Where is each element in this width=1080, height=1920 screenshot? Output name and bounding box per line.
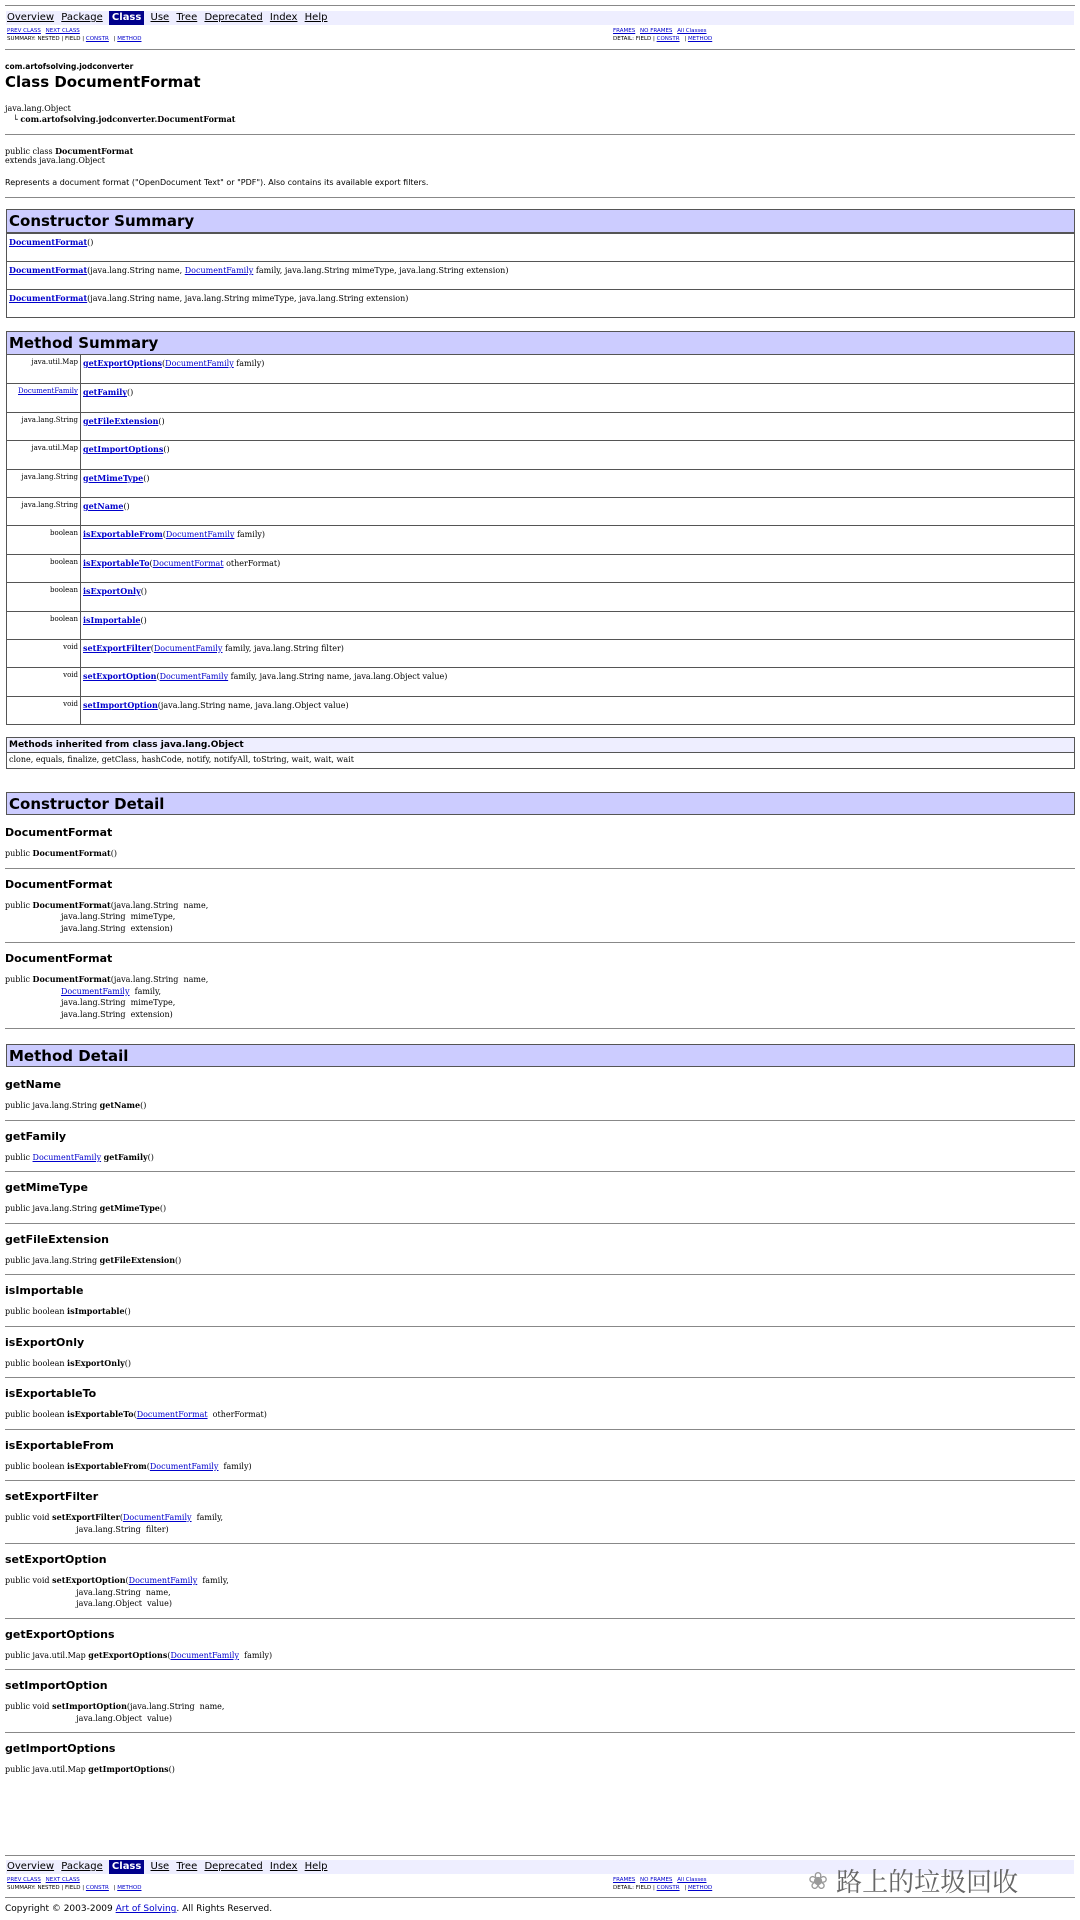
bottom-frames: [613, 1877, 709, 1884]
prev-class-link[interactable]: PREV CLASS: [7, 28, 41, 34]
detail-signature: public void setExportFilter(DocumentFamily family, java.lang.String filter): [5, 1512, 224, 1534]
return-type: boolean: [7, 555, 81, 582]
type-link[interactable]: DocumentFormat: [136, 1410, 208, 1419]
signature-name: DocumentFormat: [32, 899, 111, 910]
return-type: java.lang.String: [7, 498, 81, 525]
signature-name: isExportableFrom: [67, 1460, 147, 1471]
method-signature: isExportableTo(DocumentFormat otherFormat): [83, 557, 281, 568]
constructor-detail-title: Constructor Detail: [6, 792, 1075, 815]
method-summary-table: [6, 331, 1075, 725]
detail-heading: getMimeType: [5, 1181, 88, 1194]
detail-constr-link[interactable]: CONSTR: [656, 36, 680, 42]
method-link[interactable]: getName: [83, 500, 124, 511]
table-row: DocumentFormat(): [7, 233, 1074, 261]
type-link[interactable]: DocumentFamily: [128, 1576, 198, 1585]
bottom-prev-next: [7, 1877, 83, 1884]
return-type: boolean: [7, 612, 81, 639]
method-link[interactable]: setImportOption: [83, 699, 158, 710]
detail-rule: [5, 1543, 1075, 1544]
class-declaration: public class DocumentFormat: [5, 146, 134, 156]
detail-heading: getFileExtension: [5, 1232, 109, 1246]
method-link[interactable]: getFileExtension: [83, 415, 159, 426]
inherited-method-list: clone, equals, finalize, getClass, hashCode, notify, notifyAll, toString, wait, wait, wait: [9, 755, 354, 764]
detail-heading: getFamily: [5, 1129, 67, 1143]
detail-signature: public java.lang.String getFileExtension(): [5, 1254, 182, 1265]
type-link[interactable]: DocumentFamily: [18, 387, 78, 396]
hierarchy-child: └ com.artofsolving.jodconverter.DocumentFormat: [13, 114, 236, 124]
detail-rule: [5, 868, 1075, 869]
detail-heading: getExportOptions: [5, 1627, 115, 1641]
nav-deprecated[interactable]: Deprecated: [204, 12, 263, 23]
nav-class: Class: [109, 11, 144, 25]
frames-link[interactable]: FRAMES: [613, 1877, 636, 1883]
signature-name: isImportable: [67, 1306, 125, 1316]
method-link[interactable]: getFamily: [83, 387, 127, 398]
detail-heading: DocumentFormat: [5, 952, 113, 965]
top-summary-links: SUMMARY: NESTED | FIELD | CONSTR | METHOD: [7, 36, 142, 42]
nav-help[interactable]: Help: [304, 1861, 328, 1872]
nav-deprecated[interactable]: Deprecated: [204, 1861, 263, 1872]
table-row: [7, 696, 1074, 724]
method-signature: setImportOption(java.lang.String name, java.lang.Object value): [83, 699, 349, 710]
method-link[interactable]: setExportOption: [83, 671, 157, 682]
method-signature: getExportOptions(DocumentFamily family): [83, 358, 265, 368]
method-signature: setExportOption(DocumentFamily family, java.lang.String name, java.lang.Object value): [83, 671, 448, 682]
type-link[interactable]: DocumentFamily: [170, 1650, 240, 1660]
detail-signature: public DocumentFormat(): [5, 848, 117, 858]
detail-heading: isImportable: [5, 1284, 84, 1297]
top-rule: [5, 5, 1075, 6]
inherited-title: Methods inherited from class java.lang.Object: [7, 738, 1074, 753]
bottom-top-rule: [5, 1855, 1075, 1856]
signature-name: getExportOptions: [88, 1649, 168, 1660]
detail-rule: [5, 1732, 1075, 1733]
detail-heading: DocumentFormat: [5, 826, 113, 839]
method-signature: setExportFilter(DocumentFamily family, java.lang.String filter): [83, 642, 344, 653]
detail-rule: [5, 1618, 1075, 1619]
method-detail-title: Method Detail: [6, 1044, 1075, 1067]
copyright: Copyright © 2003-2009 Art of Solving. All Rights Reserved.: [5, 1904, 273, 1914]
detail-method-link[interactable]: METHOD: [687, 36, 713, 42]
table-row: [7, 440, 1074, 468]
no-frames-link[interactable]: NO FRAMES: [640, 28, 673, 34]
detail-rule: [5, 1028, 1075, 1029]
hierarchy-root: java.lang.Object: [5, 104, 71, 113]
table-row: [7, 497, 1074, 525]
class-description: Represents a document format ("OpenDocument Text" or "PDF"). Also contains its available export filters.: [5, 178, 429, 187]
method-link[interactable]: getMimeType: [83, 472, 144, 483]
detail-signature: public java.lang.String getName(): [5, 1100, 147, 1110]
detail-constr-link[interactable]: CONSTR: [656, 1885, 680, 1891]
type-link[interactable]: DocumentFamily: [60, 986, 130, 996]
detail-signature: public boolean isExportableTo(DocumentFormat otherFormat): [5, 1409, 267, 1419]
description-rule: [5, 197, 1075, 198]
detail-rule: [5, 1480, 1075, 1481]
return-type: java.util.Map: [7, 355, 81, 383]
method-signature: isImportable(): [83, 614, 147, 625]
detail-signature: public java.lang.String getMimeType(): [5, 1203, 167, 1213]
type-link[interactable]: DocumentFamily: [184, 266, 254, 275]
detail-rule: [5, 1171, 1075, 1172]
type-link[interactable]: DocumentFamily: [159, 672, 229, 682]
bottom-summary-links: SUMMARY: NESTED | FIELD | CONSTR | METHOD: [7, 1885, 142, 1891]
detail-signature: public void setImportOption(java.lang.String name, java.lang.Object value): [5, 1701, 225, 1723]
top-navbar: [6, 11, 1074, 25]
next-class-link[interactable]: NEXT CLASS: [45, 28, 80, 34]
method-link[interactable]: isExportOnly: [83, 586, 141, 597]
constructor-link[interactable]: DocumentFormat: [9, 237, 88, 247]
detail-heading: setExportFilter: [5, 1490, 99, 1503]
detail-rule: [5, 1377, 1075, 1378]
watermark: [808, 1862, 1018, 1899]
detail-rule: [5, 1223, 1075, 1224]
summary-method-link[interactable]: METHOD: [117, 1885, 142, 1891]
detail-rule: [5, 1429, 1075, 1430]
signature-name: DocumentFormat: [32, 974, 111, 984]
signature-name: getImportOptions: [88, 1764, 169, 1774]
inherited-methods-table: [6, 737, 1075, 769]
method-link[interactable]: setExportFilter: [83, 642, 151, 653]
nav-index[interactable]: Index: [269, 1861, 298, 1872]
table-row: [7, 412, 1074, 440]
detail-signature: public boolean isImportable(): [5, 1306, 131, 1316]
nav-package[interactable]: Package: [61, 1861, 103, 1872]
detail-heading: isExportableFrom: [5, 1438, 114, 1452]
signature-name: setImportOption: [52, 1701, 127, 1711]
nav-tree[interactable]: Tree: [176, 12, 198, 23]
summary-label: SUMMARY: NESTED | FIELD |: [7, 36, 85, 42]
package-name: com.artofsolving.jodconverter: [5, 62, 134, 71]
detail-signature: public DocumentFormat(java.lang.String name, DocumentFamily family, java.lang.String mimeType, java.lang.String extension): [5, 974, 209, 1019]
signature-name: setExportFilter: [52, 1512, 120, 1522]
nav-index[interactable]: Index: [269, 12, 298, 23]
constructor-link[interactable]: DocumentFormat: [9, 265, 88, 275]
detail-heading: getName: [5, 1078, 62, 1091]
detail-rule: [5, 1326, 1075, 1327]
top-detail-links: DETAIL: FIELD | CONSTR | METHOD: [613, 36, 713, 42]
method-summary-title: Method Summary: [7, 332, 1074, 355]
table-row: [7, 261, 1074, 289]
method-summary-body: [7, 355, 1074, 724]
return-type: [7, 384, 81, 411]
return-type: void: [7, 668, 81, 695]
frames-link[interactable]: FRAMES: [613, 28, 636, 34]
method-signature: getFamily(): [83, 387, 134, 398]
nav-bottom-rule: [5, 49, 1075, 50]
table-row: [7, 525, 1074, 553]
all-classes-link[interactable]: All Classes: [677, 28, 707, 34]
signature-name: setExportOption: [52, 1575, 126, 1585]
detail-rule: [5, 942, 1075, 943]
signature-name: isExportableTo: [67, 1409, 134, 1419]
type-link[interactable]: DocumentFormat: [152, 558, 224, 568]
detail-rule: [5, 1669, 1075, 1670]
signature-name: isExportOnly: [67, 1357, 125, 1368]
signature-name: getMimeType: [99, 1203, 160, 1213]
return-type: java.lang.String: [7, 413, 81, 440]
constructor-summary-title: Constructor Summary: [7, 210, 1074, 233]
top-prev-next: [7, 28, 83, 35]
detail-heading: getImportOptions: [5, 1742, 116, 1755]
detail-signature: public DocumentFormat(java.lang.String name, java.lang.String mimeType, java.lang.String extension): [5, 899, 209, 933]
nav-overview[interactable]: Overview: [7, 1861, 55, 1872]
return-type: void: [7, 640, 81, 667]
return-type: void: [7, 697, 81, 724]
type-link[interactable]: DocumentFamily: [32, 1152, 102, 1162]
type-link[interactable]: DocumentFamily: [122, 1513, 192, 1522]
detail-signature: public boolean isExportOnly(): [5, 1357, 132, 1368]
signature-name: getFamily: [103, 1151, 148, 1162]
nav-use[interactable]: Use: [150, 1861, 170, 1872]
method-link[interactable]: getImportOptions: [83, 444, 164, 455]
method-link[interactable]: getExportOptions: [83, 358, 163, 368]
signature-name: DocumentFormat: [32, 848, 111, 858]
table-row: [7, 469, 1074, 497]
detail-signature: public boolean isExportableFrom(DocumentFamily family): [5, 1460, 252, 1471]
detail-label: DETAIL: FIELD |: [613, 36, 655, 42]
summary-constr-link[interactable]: CONSTR: [85, 1885, 109, 1891]
detail-rule: [5, 1274, 1075, 1275]
header-rule: [5, 134, 1075, 135]
constructor-link[interactable]: DocumentFormat: [9, 293, 88, 303]
return-type: boolean: [7, 526, 81, 553]
method-signature: getFileExtension(): [83, 415, 165, 426]
table-row: DocumentFormat(java.lang.String name, java.lang.String mimeType, java.lang.String extension): [7, 289, 1074, 317]
type-link[interactable]: DocumentFamily: [165, 359, 234, 368]
return-type: boolean: [7, 583, 81, 610]
table-row: [7, 383, 1074, 411]
page-title: Class DocumentFormat: [5, 73, 201, 91]
wechat-icon: ❀: [808, 1866, 829, 1895]
return-type: java.lang.String: [7, 470, 81, 497]
all-classes-link[interactable]: All Classes: [677, 1877, 707, 1883]
detail-heading: DocumentFormat: [5, 877, 113, 891]
nav-overview[interactable]: Overview: [7, 12, 55, 23]
nav-class: Class: [109, 1860, 144, 1874]
type-link[interactable]: DocumentFamily: [165, 530, 235, 540]
watermark-text: 路上的垃圾回收: [836, 1868, 1019, 1898]
method-link[interactable]: isExportableTo: [83, 557, 150, 568]
signature-name: getName: [99, 1100, 141, 1110]
detail-heading: setImportOption: [5, 1679, 108, 1692]
table-row: [7, 667, 1074, 695]
method-signature: getImportOptions(): [83, 444, 170, 455]
nav-help[interactable]: Help: [304, 12, 328, 23]
nav-tree[interactable]: Tree: [176, 1861, 198, 1872]
method-signature: getName(): [83, 500, 130, 511]
signature-name: getFileExtension: [99, 1254, 176, 1265]
summary-method-link[interactable]: METHOD: [117, 36, 142, 42]
return-type: java.util.Map: [7, 441, 81, 468]
table-row: [7, 582, 1074, 610]
method-signature: getMimeType(): [83, 472, 150, 483]
method-link[interactable]: isImportable: [83, 614, 141, 625]
params: (java.lang.String name, DocumentFamily family, java.lang.String mimeType, java.lang.String extension): [87, 266, 509, 275]
detail-heading: isExportableTo: [5, 1387, 97, 1400]
detail-rule: [5, 1120, 1075, 1121]
summary-constr-link[interactable]: CONSTR: [85, 36, 109, 42]
detail-heading: setExportOption: [5, 1553, 107, 1566]
detail-signature: public DocumentFamily getFamily(): [5, 1151, 154, 1162]
table-row: [7, 355, 1074, 383]
method-signature: isExportOnly(): [83, 586, 147, 597]
prev-class-link[interactable]: PREV CLASS: [7, 1877, 41, 1883]
bottom-detail-links: DETAIL: FIELD | CONSTR | METHOD: [613, 1885, 713, 1891]
no-frames-link[interactable]: NO FRAMES: [640, 1877, 673, 1883]
next-class-link[interactable]: NEXT CLASS: [45, 1877, 80, 1883]
constructor-summary-table: [6, 209, 1075, 318]
detail-method-link[interactable]: METHOD: [687, 1885, 713, 1891]
detail-signature: public java.util.Map getImportOptions(): [5, 1764, 175, 1774]
method-signature: isExportableFrom(DocumentFamily family): [83, 529, 266, 540]
table-row: [7, 611, 1074, 639]
method-link[interactable]: isExportableFrom: [83, 529, 163, 540]
detail-heading: isExportOnly: [5, 1335, 85, 1349]
type-link[interactable]: DocumentFamily: [153, 643, 223, 653]
top-frames: [613, 28, 709, 35]
table-row: [7, 639, 1074, 667]
tree-branch-icon: └: [13, 115, 21, 124]
detail-signature: public void setExportOption(DocumentFamily family, java.lang.String name, java.lang.Object value): [5, 1575, 229, 1608]
table-row: [7, 554, 1074, 582]
class-extends: extends java.lang.Object: [5, 156, 105, 165]
detail-signature: public java.util.Map getExportOptions(DocumentFamily family): [5, 1649, 273, 1660]
copyright-link[interactable]: Art of Solving: [115, 1904, 177, 1914]
nav-package[interactable]: Package: [61, 12, 103, 23]
type-link[interactable]: DocumentFamily: [149, 1461, 219, 1471]
nav-use[interactable]: Use: [150, 12, 170, 23]
